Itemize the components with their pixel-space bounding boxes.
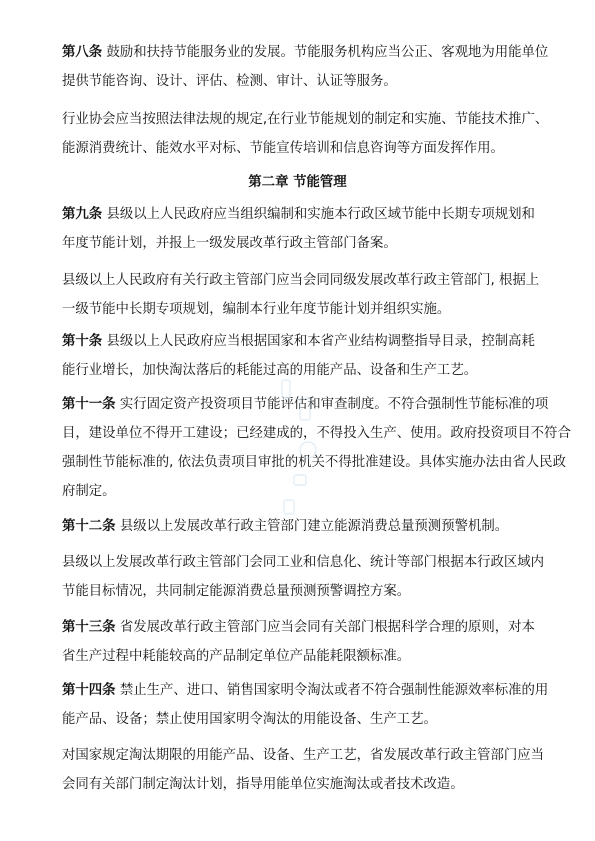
article-text-line: 鼓励和扶持节能服务业的发展。节能服务机构应当公正、客观地为用能单位 xyxy=(106,45,549,60)
article-10 xyxy=(0,327,595,385)
paragraph-consumption-forecast xyxy=(0,548,595,606)
article-8 xyxy=(0,38,595,96)
chapter-title: 第二章 节能管理 xyxy=(248,175,347,190)
article-text-line: 省生产过程中耗能较高的产品制定单位产品能耗限额标准。 xyxy=(62,649,411,664)
article-9 xyxy=(0,200,595,258)
paragraph-text-line: 县级以上人民政府有关行政主管部门应当会同同级发展改革行政主管部门, 根据上 xyxy=(62,273,540,288)
paragraph-text-line: 会同有关部门制定淘汰计划，指导用能单位实施淘汰或者技术改造。 xyxy=(62,777,464,792)
paragraph-industry-associations xyxy=(0,105,595,163)
paragraph-text-line: 行业协会应当按照法律法规的规定,在行业节能规划的制定和实施、节能技术推广、 xyxy=(62,112,549,127)
article-label: 第十条 xyxy=(62,334,103,349)
article-14 xyxy=(0,676,595,734)
article-text-line: 年度节能计划，并报上一级发展改革行政主管部门备案。 xyxy=(62,236,397,251)
article-text-line: 省发展改革行政主管部门应当会同有关部门根据科学合理的原则，对本 xyxy=(119,620,535,635)
paragraph-text-line: 节能目标情况，共同制定能源消费总量预测预警调控方案。 xyxy=(62,584,411,599)
article-text-line: 能产品、设备；禁止使用国家明令淘汰的用能设备、生产工艺。 xyxy=(62,712,437,727)
article-label: 第九条 xyxy=(62,207,103,222)
article-text-line: 能行业增长，加快淘汰落后的耗能过高的用能产品、设备和生产工艺。 xyxy=(62,363,478,378)
article-label: 第十三条 xyxy=(62,620,116,635)
paragraph-departmental-plans xyxy=(0,266,595,324)
paragraph-text-line: 一级节能中长期专项规划，编制本行业年度节能计划并组织实施。 xyxy=(62,302,451,317)
paragraph-text-line: 对国家规定淘汰期限的用能产品、设备、生产工艺，省发展改革行政主管部门应当 xyxy=(62,748,545,763)
article-text-line: 实行固定资产投资项目节能评估和审查制度。不符合强制性节能标准的项 xyxy=(119,397,549,412)
article-label: 第八条 xyxy=(62,45,103,60)
article-11 xyxy=(0,390,595,506)
article-text-line: 禁止生产、进口、销售国家明令淘汰或者不符合强制性能源效率标准的用 xyxy=(119,683,549,698)
article-label: 第十四条 xyxy=(62,683,116,698)
paragraph-elimination-plan xyxy=(0,741,595,799)
article-text-line: 目，建设单位不得开工建设；已经建成的，不得投入生产、使用。政府投资项目不符合 xyxy=(62,426,571,441)
article-text-line: 强制性节能标准的, 依法负责项目审批的机关不得批准建设。具体实施办法由省人民政 xyxy=(62,455,566,470)
article-text-line: 县级以上人民政府应当组织编制和实施本行政区域节能中长期专项规划和 xyxy=(106,207,535,222)
article-13 xyxy=(0,613,595,671)
paragraph-text-line: 县级以上发展改革行政主管部门会同工业和信息化、统计等部门根据本行政区域内 xyxy=(62,555,545,570)
article-text-line: 府制定。 xyxy=(62,484,116,499)
article-label: 第十二条 xyxy=(62,519,116,534)
article-text-line: 县级以上发展改革行政主管部门建立能源消费总量预测预警机制。 xyxy=(119,519,509,534)
article-text-line: 提供节能咨询、设计、评估、检测、审计、认证等服务。 xyxy=(62,74,397,89)
article-text-line: 县级以上人民政府应当根据国家和本省产业结构调整指导目录，控制高耗 xyxy=(106,334,535,349)
article-12 xyxy=(0,512,595,541)
article-label: 第十一条 xyxy=(62,397,116,412)
paragraph-text-line: 能源消费统计、能效水平对标、节能宣传培训和信息咨询等方面发挥作用。 xyxy=(62,141,504,156)
